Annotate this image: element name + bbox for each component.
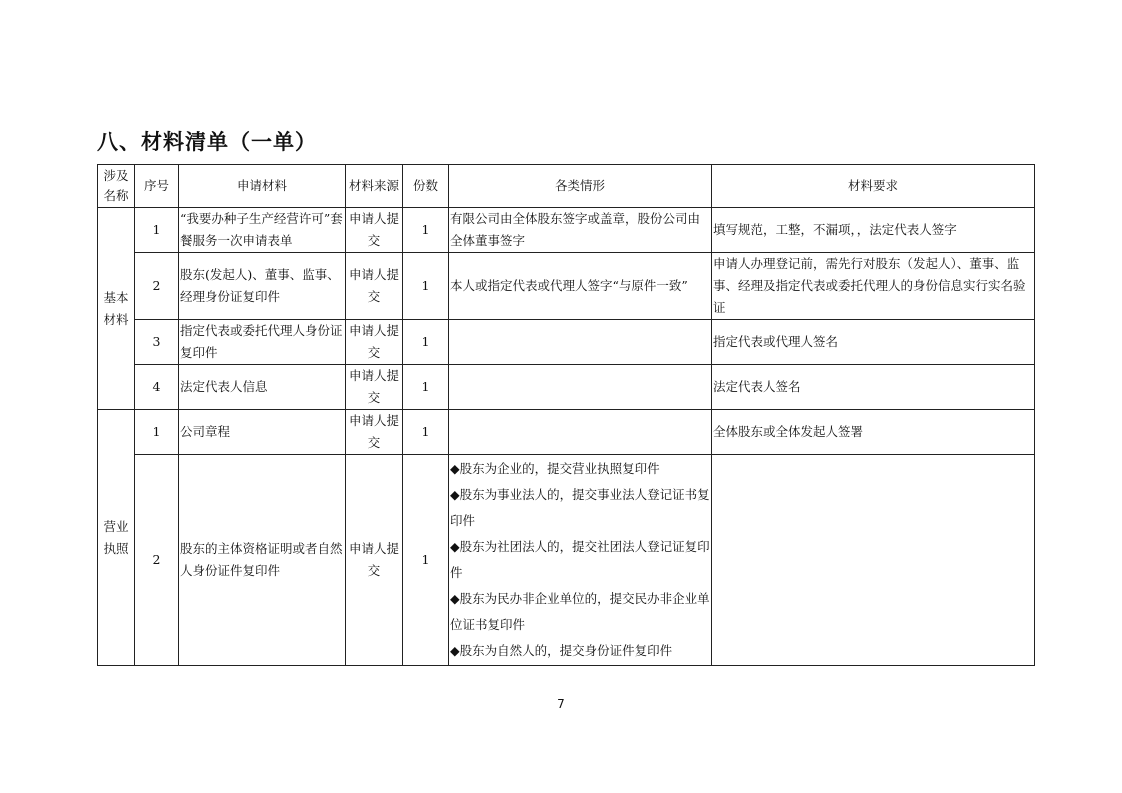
row-no: 2 <box>135 455 179 666</box>
row-cases <box>449 365 712 410</box>
row-copies: 1 <box>403 365 449 410</box>
materials-table <box>97 164 1035 666</box>
case-item: ◆股东为社团法人的，提交社团法人登记证复印件 <box>450 539 710 580</box>
row-requirement: 全体股东或全体发起人签署 <box>712 410 1035 455</box>
row-requirement: 申请人办理登记前，需先行对股东（发起人）、董事、监事、经理及指定代表或委托代理人的身份信息实行实名验证 <box>712 253 1035 320</box>
row-source: 申请人提交 <box>346 320 403 365</box>
row-no: 3 <box>135 320 179 365</box>
header-no: 序号 <box>135 165 179 208</box>
page-number: 7 <box>557 697 565 711</box>
row-cases <box>449 410 712 455</box>
row-requirement: 法定代表人签名 <box>712 365 1035 410</box>
row-source: 申请人提交 <box>346 455 403 666</box>
row-material: 指定代表或委托代理人身份证复印件 <box>179 320 346 365</box>
row-no: 2 <box>135 253 179 320</box>
header-copies: 份数 <box>403 165 449 208</box>
header-source: 材料来源 <box>346 165 403 208</box>
row-source: 申请人提交 <box>346 410 403 455</box>
case-item: ◆股东为民办非企业单位的，提交民办非企业单位证书复印件 <box>450 591 710 632</box>
page-heading: 八、材料清单（一单） <box>97 130 317 154</box>
table-row <box>98 410 1035 455</box>
row-no: 1 <box>135 208 179 253</box>
row-no: 4 <box>135 365 179 410</box>
row-source: 申请人提交 <box>346 365 403 410</box>
row-material: 公司章程 <box>179 410 346 455</box>
row-source: 申请人提交 <box>346 208 403 253</box>
table-row <box>98 208 1035 253</box>
group-name-license: 营业执照 <box>98 410 135 666</box>
case-item: ◆股东为事业法人的，提交事业法人登记证书复印件 <box>450 487 710 528</box>
row-cases <box>449 320 712 365</box>
header-cases: 各类情形 <box>449 165 712 208</box>
group-name-basic: 基本材料 <box>98 208 135 410</box>
row-copies: 1 <box>403 455 449 666</box>
row-requirement <box>712 455 1035 666</box>
table-header-row <box>98 165 1035 208</box>
row-copies: 1 <box>403 208 449 253</box>
row-material: 股东的主体资格证明或者自然人身份证件复印件 <box>179 455 346 666</box>
row-cases: 有限公司由全体股东签字或盖章，股份公司由全体董事签字 <box>449 208 712 253</box>
case-list <box>450 456 710 664</box>
header-requirement: 材料要求 <box>712 165 1035 208</box>
row-source: 申请人提交 <box>346 253 403 320</box>
row-requirement: 填写规范，工整，不漏项，，法定代表人签字 <box>712 208 1035 253</box>
row-no: 1 <box>135 410 179 455</box>
row-copies: 1 <box>403 253 449 320</box>
row-material: 股东(发起人)、董事、监事、经理身份证复印件 <box>179 253 346 320</box>
row-material: “我要办种子生产经营许可”套餐服务一次申请表单 <box>179 208 346 253</box>
row-copies: 1 <box>403 320 449 365</box>
table-row <box>98 253 1035 320</box>
header-category: 涉及名称 <box>98 165 135 208</box>
case-item: ◆股东为自然人的，提交身份证件复印件 <box>450 643 673 658</box>
header-material: 申请材料 <box>179 165 346 208</box>
row-copies: 1 <box>403 410 449 455</box>
table-row <box>98 320 1035 365</box>
table-row <box>98 365 1035 410</box>
row-requirement: 指定代表或代理人签名 <box>712 320 1035 365</box>
row-cases: 本人或指定代表或代理人签字“与原件一致” <box>449 253 712 320</box>
case-item: ◆股东为企业的，提交营业执照复印件 <box>450 461 660 476</box>
row-material: 法定代表人信息 <box>179 365 346 410</box>
row-cases <box>449 455 712 666</box>
table-row <box>98 455 1035 666</box>
